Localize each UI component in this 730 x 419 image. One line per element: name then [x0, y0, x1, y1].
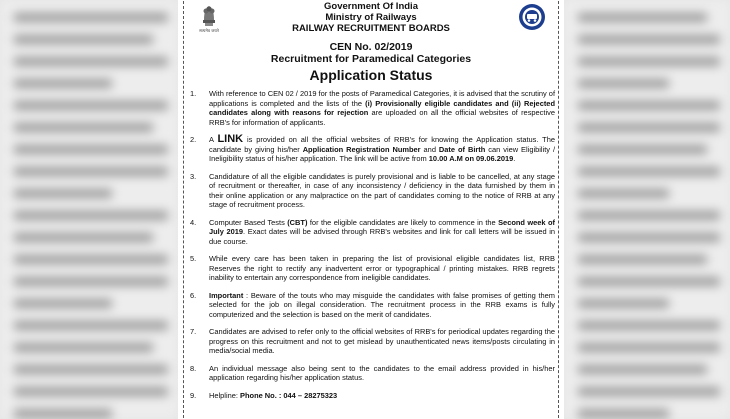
blurred-background-right [564, 0, 730, 419]
header-line-government: Government Of India [324, 1, 418, 12]
list-item [190, 364, 555, 383]
helpline-phone: Phone No. : 044 – 28275323 [240, 390, 338, 400]
item-number: 2. [190, 135, 197, 144]
list-item [190, 254, 555, 283]
list-item [190, 135, 555, 164]
emblem-caption: सत्यमेव जयते [199, 28, 219, 33]
item-number: 1. [190, 89, 197, 98]
list-item [190, 327, 555, 356]
notice-document [178, 0, 564, 419]
notice-subtitle: Recruitment for Paramedical Categories [270, 53, 472, 65]
item-number: 4. [190, 217, 197, 227]
item-number: 5. [190, 254, 197, 263]
list-item [190, 89, 555, 127]
list-item [190, 218, 555, 247]
list-item [190, 172, 555, 210]
item-number: 7. [190, 327, 197, 336]
list-item [190, 391, 555, 401]
list-item [190, 291, 555, 320]
header-line-board: RAILWAY RECRUITMENT BOARDS [292, 23, 450, 34]
item-number: 6. [190, 290, 197, 300]
link-word: LINK [217, 133, 244, 145]
item-number: 9. [190, 390, 197, 400]
item-text: Computer Based Tests (CBT) for the eligible candidates are likely to commence in the Second week of July 2019. Exact dates will be advised through RRB's websites and link for call letters will be issued in due course. [209, 217, 556, 246]
item-number: 8. [190, 363, 197, 373]
indian-railways-logo-icon [518, 3, 546, 31]
item-text: With reference to CEN 02 / 2019 for the posts of Paramedical Categories, it is advised that the scrutiny of applications is completed and the lists of the (i) Provisionally eligible candidates and (ii) Rejected candidates along with reasons for rejection are uploaded on all the official websites of respective RRB's for information of applicants. [209, 89, 556, 127]
cen-number: CEN No. 02/2019 [329, 41, 413, 53]
notice-items-list [190, 89, 555, 408]
item-text: While every care has been taken in preparing the list of provisional eligible candidates list, RRB Reserves the right to rectify any inadvertent error or typographical / printing mistakes. RRB regrets inability to entertain any correspondence from ineligible candidates. [209, 254, 555, 282]
item-text: A LINK is provided on all the official websites of RRB's for knowing the Application status. The candidate by giving his/her Application Registration Number and Date of Birth can view Eligibility / Ineligibility status of his/her application. The link will be active from 10.00 A.M on 09.06.2019. [209, 133, 556, 163]
item-text: Important : Beware of the touts who may misguide the candidates with false promises of getting them selected for the job on illegal consideration. The recruitment process in the RRB exams is fully computerized and the selection is based on the merit of candidates. [209, 290, 555, 319]
item-text: An individual message also being sent to the candidates to the email address provided in his/her application regarding his/her application status. [209, 363, 555, 382]
item-number: 3. [190, 171, 197, 181]
blurred-background-left [0, 0, 178, 419]
item-text: Helpline: Phone No. : 044 – 28275323 [209, 390, 338, 400]
item-text: Candidature of all the eligible candidates is purely provisional and is liable to be cancelled, at any stage of recruitment or thereafter, in case of any inconsistency / deficiency in the data furnished by them in their online application or any malpractice on the part of candidates coming to the notice of RRB at any stage of recruitment process. [209, 171, 555, 209]
page-title: Application Status [309, 67, 433, 83]
header-line-ministry: Ministry of Railways [325, 12, 417, 23]
item-text: Candidates are advised to refer only to the official websites of RRB's for periodical updates regarding the progress on this recruitment and not to get mislead by unauthenticated news items/posts circulating in media/social media. [209, 327, 555, 355]
document-header [178, 0, 564, 38]
